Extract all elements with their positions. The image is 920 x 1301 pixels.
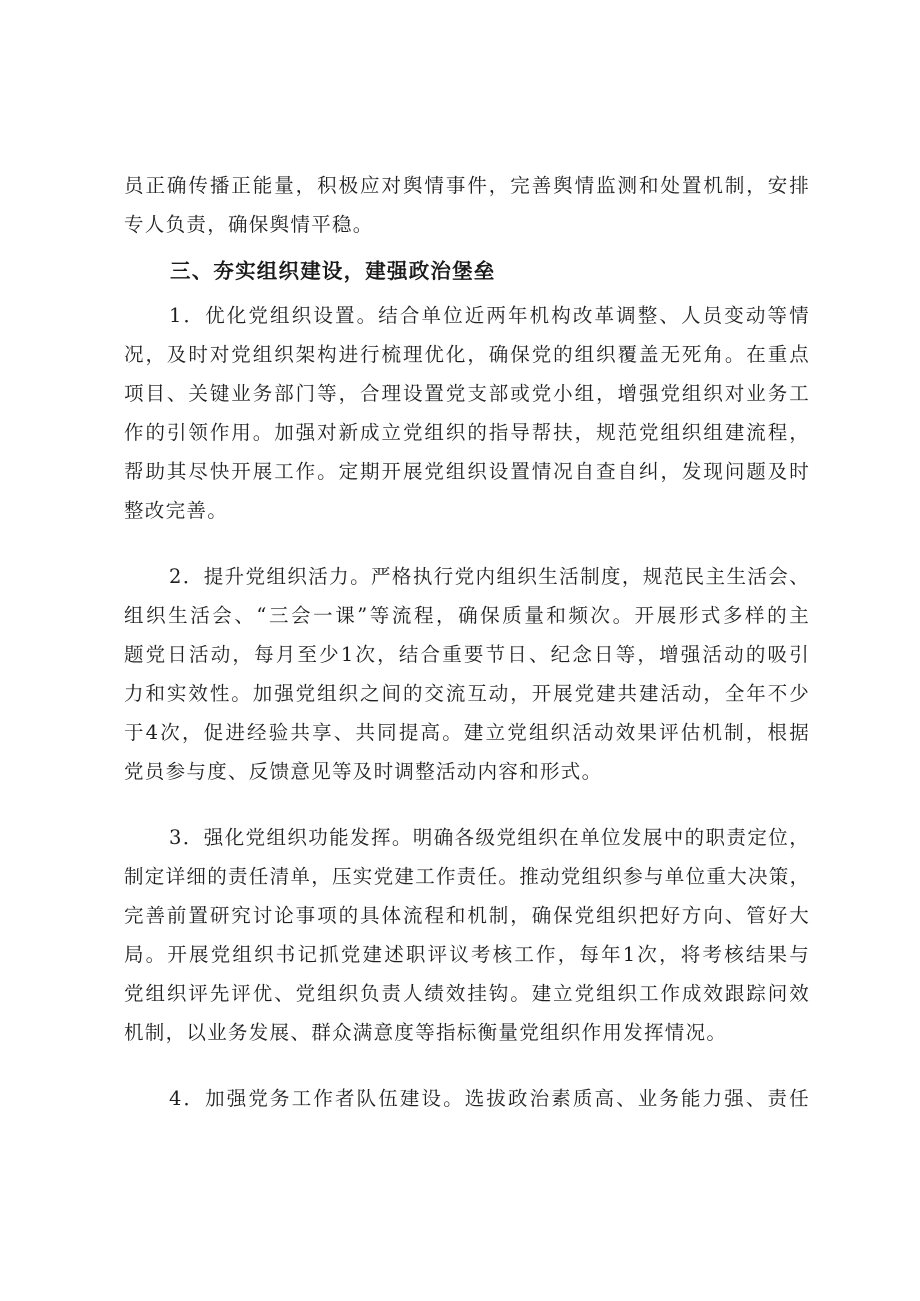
text-line: 专人负责，确保舆情平稳。 (124, 213, 374, 236)
paragraph-4 (124, 1079, 810, 1118)
text-line: 整改完善。 (124, 499, 229, 522)
text-line: 组织生活会、“三会一课”等流程，确保质量和频次。开展形式多样的主 (124, 604, 810, 627)
text-line: 党员参与度、反馈意见等及时调整活动内容和形式。 (124, 760, 603, 783)
text-line: 制定详细的责任清单，压实党建工作责任。推动党组织参与单位重大决策， (124, 865, 811, 888)
text-line: 作的引领作用。加强对新成立党组织的指导帮扶，规范党组织组建流程， (124, 421, 810, 444)
text-line: 党组织评先评优、党组织负责人绩效挂钩。建立党组织工作成效跟踪问效 (124, 982, 810, 1005)
text-line: 1．优化党组织设置。结合单位近两年机构改革调整、人员变动等情 (169, 304, 810, 327)
text-line: 局。开展党组织书记抓党建述职评议考核工作，每年1次，将考核结果与 (124, 943, 810, 966)
paragraph-1 (124, 296, 810, 530)
text-line: 员正确传播正能量，积极应对舆情事件，完善舆情监测和处置机制，安排 (124, 174, 810, 197)
text-line: 于4次，促进经验共享、共同提高。建立党组织活动效果评估机制，根据 (124, 721, 810, 744)
text-line: 况，及时对党组织架构进行梳理优化，确保党的组织覆盖无死角。在重点 (124, 343, 810, 366)
text-line: 4．加强党务工作者队伍建设。选拔政治素质高、业务能力强、责任 (169, 1087, 810, 1110)
text-line: 2．提升党组织活力。严格执行党内组织生活制度，规范民主生活会、 (169, 565, 810, 588)
text-line: 力和实效性。加强党组织之间的交流互动，开展党建共建活动，全年不少 (124, 682, 810, 705)
paragraph-3 (124, 818, 810, 1052)
text-line: 3．强化党组织功能发挥。明确各级党组织在单位发展中的职责定位， (169, 826, 810, 849)
text-line: 项目、关键业务部门等，合理设置党支部或党小组，增强党组织对业务工 (124, 382, 810, 405)
continuation-paragraph (124, 166, 810, 244)
text-line: 题党日活动，每月至少1次，结合重要节日、纪念日等，增强活动的吸引 (124, 643, 810, 666)
paragraph-2 (124, 557, 810, 791)
text-line: 帮助其尽快开展工作。定期开展党组织设置情况自查自纠，发现问题及时 (124, 460, 810, 483)
text-line: 机制，以业务发展、群众满意度等指标衡量党组织作用发挥情况。 (124, 1021, 728, 1044)
section-heading: 三、夯实组织建设，建强政治堡垒 (170, 259, 496, 283)
text-line: 完善前置研究讨论事项的具体流程和机制，确保党组织把好方向、管好大 (124, 904, 810, 927)
